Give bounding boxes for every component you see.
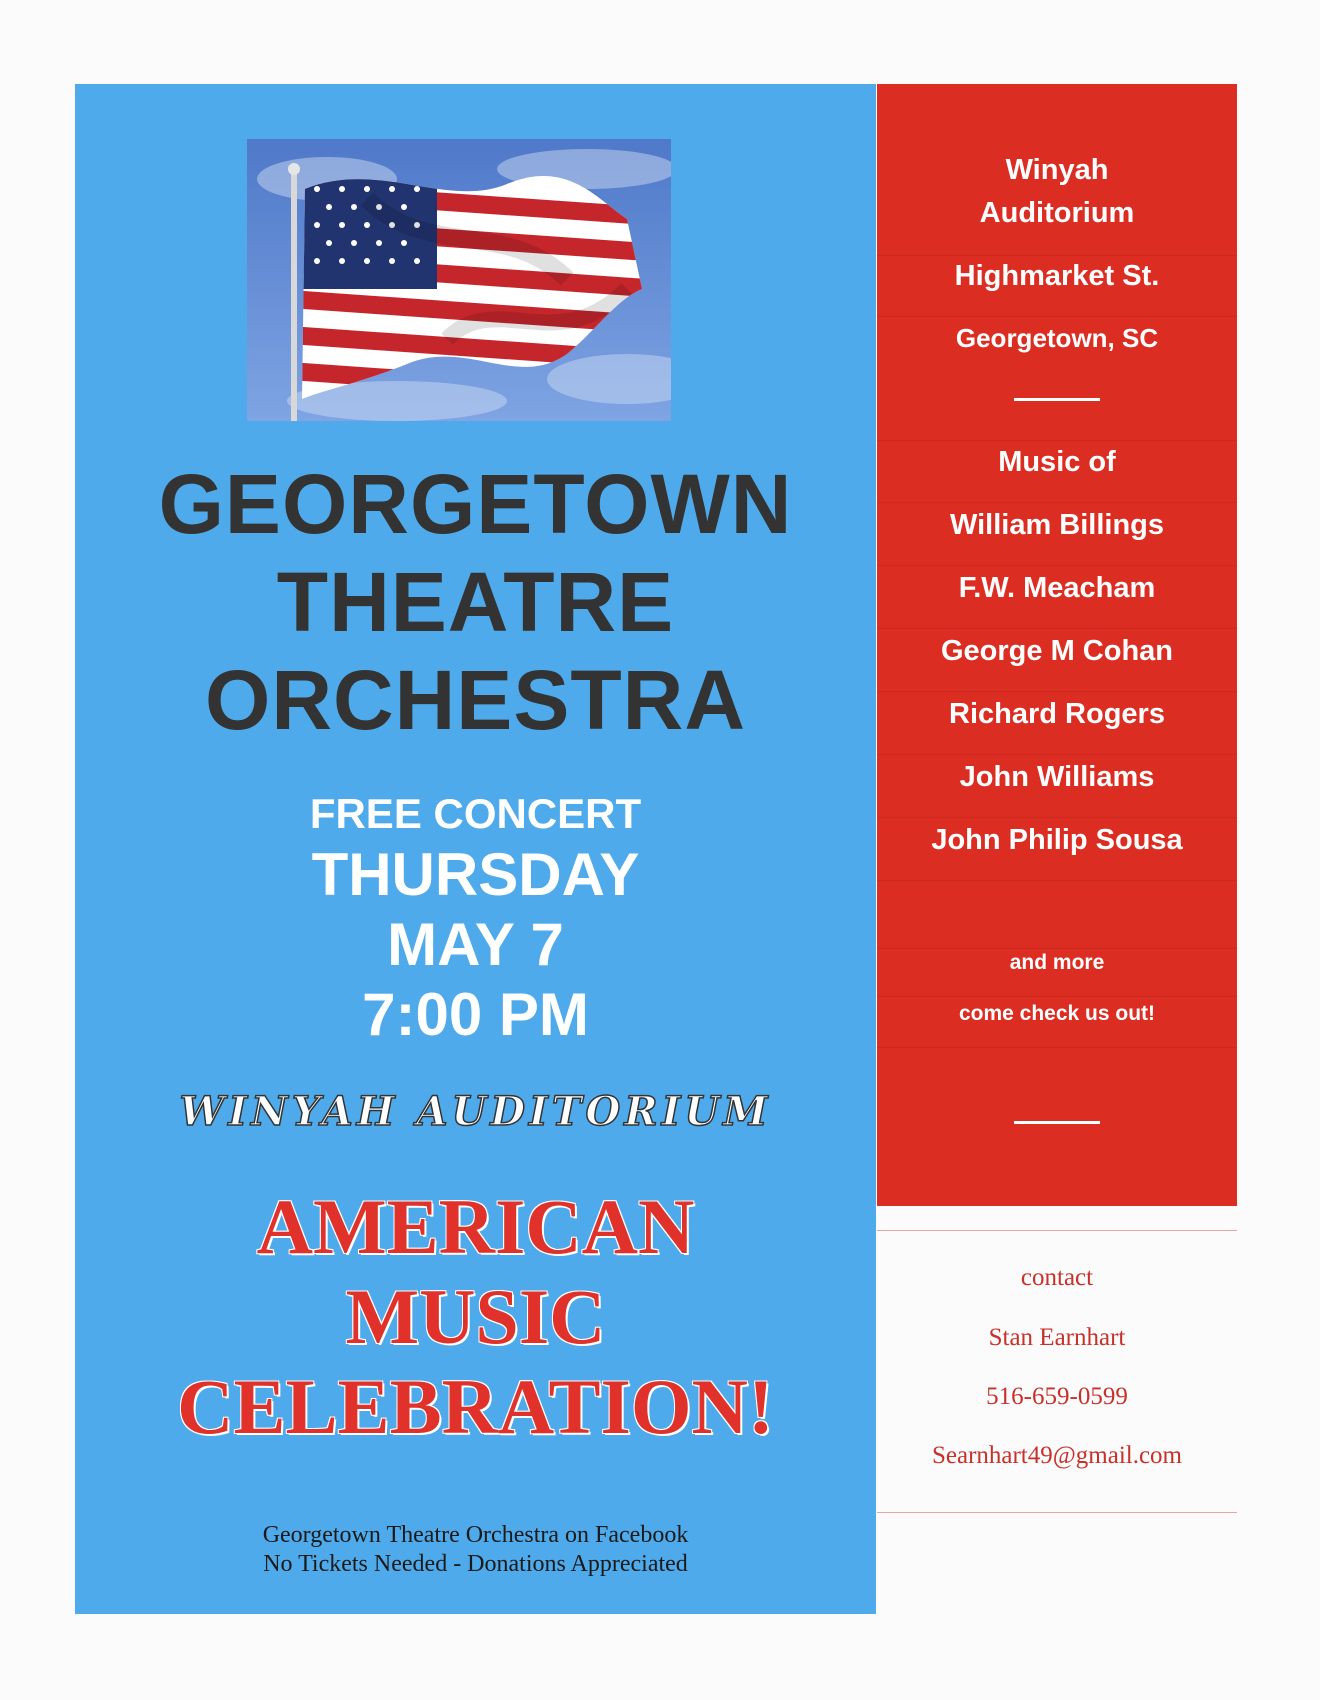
divider — [877, 948, 1237, 949]
divider — [877, 817, 1237, 818]
divider — [877, 691, 1237, 692]
city-state: Georgetown, SC — [955, 323, 1159, 353]
composer-item: William Billings — [949, 509, 1165, 541]
venue-line-2: Auditorium — [979, 197, 1135, 229]
divider — [877, 440, 1237, 441]
divider — [877, 255, 1237, 256]
facebook-note: Georgetown Theatre Orchestra on Facebook — [262, 1522, 689, 1548]
orchestra-title-line-1: GEORGETOWN — [158, 457, 793, 551]
composer-item: F.W. Meacham — [958, 572, 1156, 604]
orchestra-title-line-2: THEATRE — [276, 555, 675, 649]
main-panel — [75, 84, 876, 1614]
info-sidebar — [877, 84, 1237, 1206]
section-rule — [1014, 1121, 1100, 1124]
american-flag-image — [247, 139, 671, 421]
and-more-text: and more — [1009, 951, 1105, 974]
divider — [877, 1047, 1237, 1048]
divider — [877, 502, 1237, 503]
music-heading: Music of — [998, 446, 1116, 478]
celebration-line-3: CELEBRATION! — [177, 1363, 774, 1450]
divider — [877, 880, 1237, 881]
free-concert-label: FREE CONCERT — [309, 790, 642, 837]
event-date: MAY 7 — [387, 911, 564, 978]
composer-item: Richard Rogers — [949, 698, 1165, 730]
event-day: THURSDAY — [311, 841, 640, 908]
venue-banner: WINYAH AUDITORIUM — [179, 1088, 772, 1135]
composer-item: John Williams — [959, 761, 1155, 793]
contact-phone: 516-659-0599 — [986, 1383, 1128, 1410]
contact-bottom-rule — [877, 1512, 1237, 1513]
divider — [877, 754, 1237, 755]
street-address: Highmarket St. — [954, 260, 1160, 292]
event-time: 7:00 PM — [362, 981, 589, 1048]
celebration-line-1: AMERICAN — [256, 1183, 695, 1270]
composer-item: George M Cohan — [940, 635, 1173, 667]
tickets-note: No Tickets Needed - Donations Appreciated — [263, 1551, 688, 1577]
divider — [877, 565, 1237, 566]
contact-label: contact — [1020, 1264, 1094, 1291]
composer-item: John Philip Sousa — [931, 824, 1183, 856]
invite-text: come check us out! — [958, 1002, 1156, 1025]
orchestra-title-line-3: ORCHESTRA — [204, 653, 746, 747]
venue-line-1: Winyah — [1005, 154, 1109, 186]
section-rule — [1014, 398, 1100, 401]
celebration-line-2: MUSIC — [345, 1273, 606, 1360]
contact-top-rule — [877, 1230, 1237, 1231]
divider — [877, 628, 1237, 629]
divider — [877, 316, 1237, 317]
contact-email: Searnhart49@gmail.com — [931, 1442, 1183, 1469]
divider — [877, 996, 1237, 997]
contact-name: Stan Earnhart — [988, 1324, 1126, 1351]
